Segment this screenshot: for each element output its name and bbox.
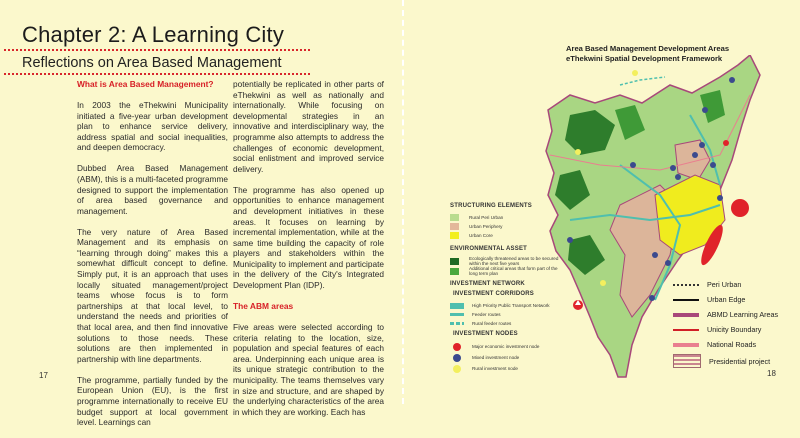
map-legend-right xyxy=(673,277,778,370)
legend-item xyxy=(450,266,560,276)
legend-item xyxy=(673,292,778,307)
map-mixed-node xyxy=(699,142,705,148)
map-rural-node xyxy=(600,280,606,286)
section-subtitle: Reflections on Area Based Management xyxy=(22,55,282,71)
rural-node-icon xyxy=(453,365,461,373)
legend-heading: STRUCTURING ELEMENTS xyxy=(450,203,532,209)
legend-label: National Roads xyxy=(707,340,757,349)
legend-item xyxy=(450,301,560,310)
presidential-project-icon xyxy=(673,354,701,368)
map-mixed-node xyxy=(649,295,655,301)
legend-label: Mixed investment node xyxy=(472,355,520,360)
mixed-node-icon xyxy=(453,354,461,362)
text-column-2 xyxy=(233,79,384,428)
legend-label: Rural investment node xyxy=(472,366,518,371)
legend-heading: INVESTMENT NETWORK xyxy=(450,281,525,287)
text-column-1 xyxy=(77,79,228,438)
legend-heading: ENVIRONMENTAL ASSET xyxy=(450,246,528,252)
legend-item xyxy=(450,213,560,222)
legend-item xyxy=(450,352,560,363)
paragraph: The very nature of Area Based Management and its emphasis on “learning through doing” makes this a somewhat difficult concept to define. Simply put, it is an approach that uses locally situated management/project teams whose focus is to form partnerships at that local level, to understand the needs and priorities of that local area, and then find innovative solutions to those needs. These solutions are then implemented in partnership with line departments. xyxy=(77,226,228,364)
legend-subheading: INVESTMENT NODES xyxy=(453,331,518,337)
legend-item xyxy=(673,307,778,322)
legend-label: ABMD Learning Areas xyxy=(707,310,779,319)
page-number-left: 17 xyxy=(39,371,48,380)
paragraph: The programme has also opened up opportunities to enhance management and development initiatives in these areas. It focuses on learning by incremental implementation, while at the same time building the capacity of role players and stakeholders within the Municipality to implement and participate in the delivery of the City's Integrated Development Plan (IDP). xyxy=(233,184,384,291)
map-title-line2: eThekwini Spatial Development Framework xyxy=(566,54,723,63)
swatch-ecological xyxy=(450,258,459,265)
legend-item xyxy=(450,319,560,328)
page-fold xyxy=(402,0,404,404)
map-major-node xyxy=(723,140,729,146)
major-node-icon xyxy=(453,343,461,351)
legend-item xyxy=(673,322,778,337)
paragraph: In 2003 the eThekwini Municipality initiated a five-year urban development plan to enhance service delivery, address spatial and social inequalities, and deepen democracy. xyxy=(77,99,228,153)
unicity-boundary-line-icon xyxy=(673,329,699,331)
map-title-line1: Area Based Management Development Areas xyxy=(566,44,730,53)
map-mixed-node xyxy=(692,152,698,158)
swatch-public-transport xyxy=(450,303,464,309)
map-mixed-node xyxy=(717,195,723,201)
legend-label: Peri Urban xyxy=(707,280,742,289)
section-heading-abm: What is Area Based Management? xyxy=(77,79,214,89)
legend-item xyxy=(450,310,560,319)
map-mixed-node xyxy=(702,107,708,113)
legend-item xyxy=(673,337,778,352)
map-mixed-node xyxy=(675,174,681,180)
peri-urban-line-icon xyxy=(673,284,699,286)
section-heading-abm-areas: The ABM areas xyxy=(233,301,294,312)
paragraph: The programme, partially funded by the European Union (EU), is the first programme internationally to receive EU budget support at local government level. Learnings can xyxy=(77,374,228,428)
legend-item xyxy=(450,231,560,240)
national-roads-line-icon xyxy=(673,343,699,347)
map-rural-node xyxy=(575,149,581,155)
paragraph: potentially be replicated in other parts of eThekwini as well as nationally and internationally. While focusing on developmental strategies in an innovative and interdisciplinary way, the programme also attempts to address the challenges of economic development, social enlistment and improved service delivery. xyxy=(233,79,384,174)
legend-item xyxy=(450,341,560,352)
abmd-learning-line-icon xyxy=(673,313,699,317)
page-number-right: 18 xyxy=(767,369,776,378)
map-mixed-node xyxy=(630,162,636,168)
legend-label: High Priority Public Transport Network xyxy=(472,303,550,308)
legend-label: Unicity Boundary xyxy=(707,325,762,334)
legend-label: Rural feeder routes xyxy=(472,321,512,326)
legend-label: Urban Core xyxy=(469,233,493,238)
urban-edge-line-icon xyxy=(673,299,699,301)
map-mixed-node xyxy=(710,162,716,168)
legend-label: Additional critical areas that form part of the long term plan xyxy=(469,266,558,276)
map-mixed-node xyxy=(652,252,658,258)
legend-subheading: INVESTMENT CORRIDORS xyxy=(453,291,535,297)
legend-label: Ecologically threatened areas to be secured within the next five years xyxy=(469,256,559,266)
map-rural-node xyxy=(632,70,638,76)
legend-item xyxy=(450,222,560,231)
legend-item xyxy=(450,363,560,374)
map-mixed-node xyxy=(567,237,573,243)
chapter-title: Chapter 2: A Learning City xyxy=(22,22,285,47)
map-mixed-node xyxy=(665,260,671,266)
map-legend-left xyxy=(450,200,560,374)
legend-item xyxy=(673,352,778,370)
legend-item xyxy=(673,277,778,292)
paragraph: Five areas were selected according to criteria relating to the location, size, population and special features of each area. Underpinning each unique area is its unique strategic contribution to the municipality. The teams themselves vary in size and structure, and are shaped by the underlying characteristics of the area in which they are working. Each has xyxy=(233,322,384,417)
map-mixed-node xyxy=(670,165,676,171)
paragraph: Dubbed Area Based Management (ABM), this is a multi-faceted programme designed to support the implementation of area based governance and management. xyxy=(77,163,228,216)
map-mixed-node xyxy=(729,77,735,83)
swatch-urban-core xyxy=(450,232,459,239)
divider-bottom xyxy=(4,73,310,75)
map-corridor xyxy=(620,77,665,85)
swatch-feeder-routes xyxy=(450,313,464,316)
swatch-rural-peri-urban xyxy=(450,214,459,221)
legend-label: Presidential project xyxy=(709,356,771,366)
legend-label: Rural Peri Urban xyxy=(469,215,504,220)
north-arrow-icon xyxy=(573,300,583,310)
swatch-critical-areas xyxy=(450,268,459,275)
legend-label: Urban Periphery xyxy=(469,224,503,229)
swatch-urban-periphery xyxy=(450,223,459,230)
legend-item xyxy=(450,256,560,266)
swatch-rural-feeder xyxy=(450,322,464,325)
legend-label: Major economic investment node xyxy=(472,344,540,349)
divider-top xyxy=(4,49,310,51)
map-major-node xyxy=(731,199,749,217)
legend-label: Urban Edge xyxy=(707,295,746,304)
legend-label: Feeder routes xyxy=(472,312,501,317)
